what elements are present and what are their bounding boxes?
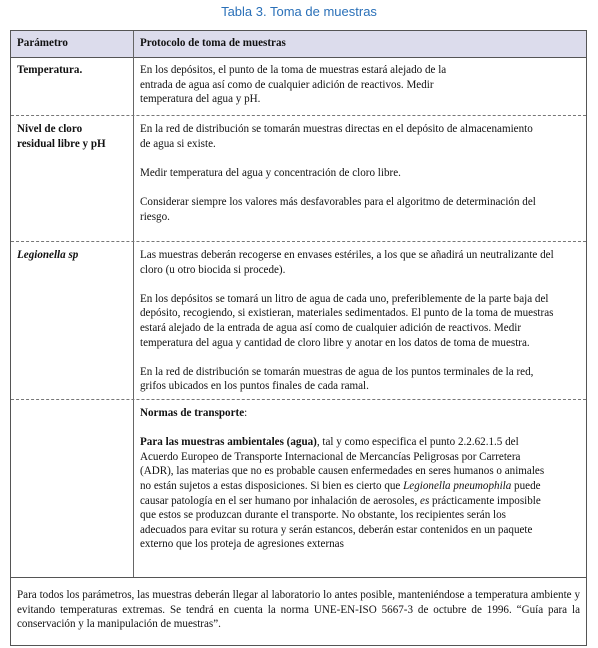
normas-l1-rest: , tal y como especifica el punto 2.2.62.1.5 del [316,436,519,449]
protocol-legionella [133,242,586,400]
protocol-line: En los depósitos se tomará un litro de agua de cada uno, preferiblemente de la parte baja del [140,292,549,305]
protocol-line [140,479,580,494]
table-row-temperatura [11,57,586,115]
protocol-line: Acuerdo Europeo de Transporte Internacional de Mercancías Peligrosas por Carretera [140,450,521,463]
protocol-line: adecuados para evitar su rotura y serán estancos, deberán estar contenidos en un paquete [140,523,533,536]
normas-l5-italic: es [420,494,430,507]
protocol-temperatura [133,57,586,115]
table-row-legionella [11,241,586,400]
protocol-line: En los depósitos, el punto de la toma de muestras estará alejado de la [140,64,447,76]
protocol-line: entrada de agua así como de cualquier adición de reactivos. Medir [140,78,434,91]
param-cloro-label-2: residual libre y pH [17,137,106,150]
protocol-line: temperatura del agua y pH. [140,93,261,106]
protocol-line: En la red de distribución se tomarán muestras de agua de los puntos terminales de la red, [140,365,534,378]
table-row-normas [11,399,586,578]
table-caption: Tabla 3. Toma de muestras [221,4,377,19]
param-cloro-label-1: Nivel de cloro [17,123,83,135]
param-cloro [11,116,133,242]
table-footer-row [11,577,586,646]
protocol-line: externo que los proteja de agresiones externas [140,538,344,551]
normas-l5-rest: prácticamente imposible [429,494,541,507]
protocol-line: (ADR), las materias que no es probable causen enfermedades en seres humanos o animales [140,465,545,478]
normas-l4: no están sujetos a estas disposiciones. Si bien es cierto que [140,479,404,492]
header-parametro: Parámetro [17,37,68,49]
protocol-line: de agua si existe. [140,137,216,150]
protocol-line: que estos se produzcan durante el transporte. No obstante, los recipientes serán los [140,509,506,522]
protocol-line: Medir temperatura del agua y concentración de cloro libre. [140,166,401,179]
normas-colon: : [244,407,248,419]
normas-l5-pre: causar patología en el ser humano por inhalación de aerosoles, [140,494,421,507]
normas-title: Normas de transporte [140,407,245,419]
protocol-line: grifos ubicados en los puntos finales de cada ramal. [140,380,369,393]
protocol-cloro [133,116,586,242]
param-temperatura-label: Temperatura. [17,64,83,76]
normas-bold-lead: Para las muestras ambientales (agua) [140,436,317,449]
protocol-line: temperatura del agua y cantidad de cloro libre y anotar en los datos de toma de muestra. [140,336,530,349]
protocol-line: estará alejado de la entrada de agua así como de cualquier adición de reactivos. Medir [140,321,522,334]
table-header-row [11,31,586,58]
protocol-line: Considerar siempre los valores más desfavorables para el algoritmo de determinación del [140,195,536,208]
param-normas-empty [11,400,133,578]
protocol-line [140,435,580,450]
normas-l4-italic: Legionella pneumophila [403,479,512,492]
param-legionella [11,242,133,400]
protocol-normas [133,400,586,578]
protocol-line: riesgo. [140,210,170,223]
normas-title-line [140,406,580,421]
protocol-line [140,494,580,509]
header-protocolo: Protocolo de toma de muestras [133,31,586,57]
protocol-line: Las muestras deberán recogerse en envases estériles, a los que se añadirá un neutralizante del [140,249,554,261]
protocol-line: depósito, recogiendo, si existieran, materiales sedimentados. El punto de la toma de muestras [140,307,554,320]
param-temperatura [11,57,133,115]
protocol-line: cloro (u otro biocida si procede). [140,263,286,276]
footer-note: Para todos los parámetros, las muestras deberán llegar al laboratorio lo antes posible, manteniéndose a temperatura ambiente y evitando temperaturas extremas. Se tendrá en cuenta la norma UNE-EN-ISO 5667-3 de octubre de 1996. “Guía para la conservación y la manipulación de muestras”. [17,589,580,631]
param-legionella-label: Legionella sp [17,249,79,261]
protocol-line: En la red de distribución se tomarán muestras directas en el depósito de almacenamiento [140,123,533,135]
sampling-table [10,30,587,646]
normas-l4-rest: puede [511,479,541,492]
table-row-cloro [11,115,586,242]
